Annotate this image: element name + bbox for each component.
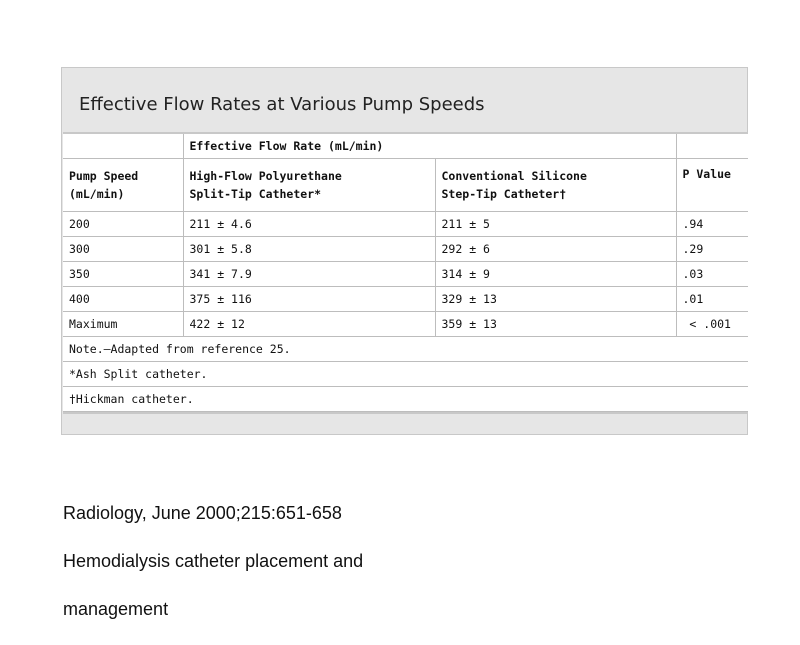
cell-conventional: 359 ± 13 xyxy=(435,312,676,337)
caption-line: Radiology, June 2000;215:651-658 xyxy=(63,503,342,523)
table-note-row xyxy=(63,362,748,387)
cell-p-value: < .001 xyxy=(676,312,748,337)
column-header-p-value xyxy=(676,159,748,212)
cell-p-value: .94 xyxy=(676,212,748,237)
table-footnote: *Ash Split catheter. xyxy=(63,362,748,387)
header-line: Split-Tip Catheter* xyxy=(189,187,322,201)
cell-high-flow: 422 ± 12 xyxy=(183,312,435,337)
cell-speed: Maximum xyxy=(63,312,183,337)
empty-header-cell xyxy=(63,134,183,159)
cell-speed: 300 xyxy=(63,237,183,262)
column-header-pump-speed xyxy=(63,159,183,212)
header-line: P Value xyxy=(682,167,731,181)
cell-high-flow: 341 ± 7.9 xyxy=(183,262,435,287)
caption-line: Hemodialysis catheter placement and xyxy=(63,551,364,571)
table-row xyxy=(63,287,748,312)
flow-rate-table xyxy=(63,134,748,412)
header-line: (mL/min) xyxy=(69,187,125,201)
table-row xyxy=(63,237,748,262)
cell-conventional: 329 ± 13 xyxy=(435,287,676,312)
table-note-row xyxy=(63,337,748,362)
cell-conventional: 211 ± 5 xyxy=(435,212,676,237)
cell-high-flow: 211 ± 4.6 xyxy=(183,212,435,237)
table-row xyxy=(63,212,748,237)
cell-high-flow: 375 ± 116 xyxy=(183,287,435,312)
column-header-high-flow xyxy=(183,159,435,212)
cell-speed: 400 xyxy=(63,287,183,312)
cell-p-value: .29 xyxy=(676,237,748,262)
cell-conventional: 314 ± 9 xyxy=(435,262,676,287)
cell-high-flow: 301 ± 5.8 xyxy=(183,237,435,262)
panel-title: Effective Flow Rates at Various Pump Speeds xyxy=(79,94,485,115)
caption-line: management xyxy=(63,599,169,619)
table-panel xyxy=(61,67,748,435)
header-line: Step-Tip Catheter† xyxy=(441,187,567,201)
data-table-container xyxy=(63,132,748,414)
cell-p-value: .03 xyxy=(676,262,748,287)
cell-speed: 350 xyxy=(63,262,183,287)
header-line: Pump Speed xyxy=(69,169,139,183)
table-row xyxy=(63,262,748,287)
header-line: Conventional Silicone xyxy=(441,169,587,183)
column-header-conventional xyxy=(435,159,676,212)
header-line: High-Flow Polyurethane xyxy=(189,169,342,183)
group-header-cell: Effective Flow Rate (mL/min) xyxy=(183,134,676,159)
group-header-row xyxy=(63,134,748,159)
table-note-row xyxy=(63,387,748,412)
table-row xyxy=(63,312,748,337)
table-footnote: †Hickman catheter. xyxy=(63,387,748,412)
source-caption xyxy=(63,477,363,645)
empty-header-cell xyxy=(676,134,748,159)
table-note: Note.—Adapted from reference 25. xyxy=(63,337,748,362)
column-header-row xyxy=(63,159,748,212)
cell-p-value: .01 xyxy=(676,287,748,312)
cell-conventional: 292 ± 6 xyxy=(435,237,676,262)
cell-speed: 200 xyxy=(63,212,183,237)
